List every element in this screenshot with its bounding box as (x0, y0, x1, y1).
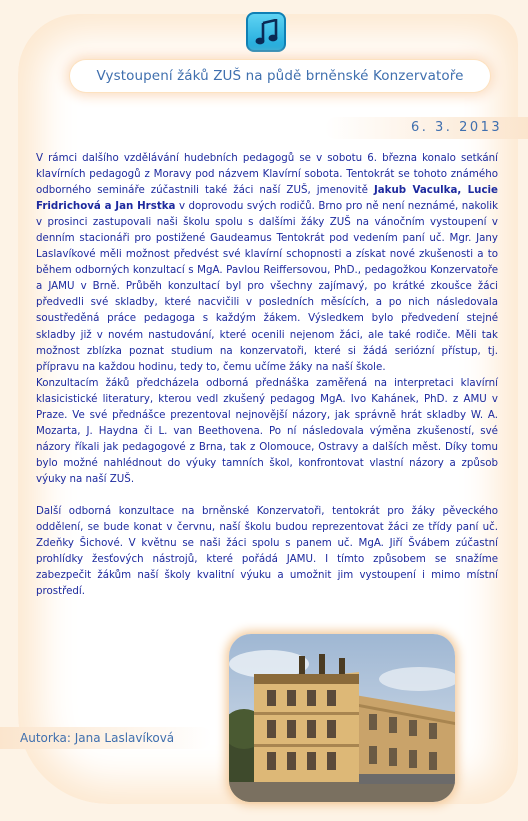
author-credit: Autorka: Jana Laslavíková (0, 727, 212, 749)
paragraph-1 (36, 150, 498, 375)
article-date: 6. 3. 2013 (325, 117, 528, 139)
paragraph-1-rest: v doprovodu svých rodičů. Brno pro ně není neznámé, nakolik v prosinci zastupovali naši školu spolu s dalšími žáky ZUŠ na vánočním vystoupení v denním stacionáři pro postižené Gaudeamus Tentokrát pod vedením paní uč. Mgr. Jany Laslavíkové měli možnost předvést své klavírní schopnosti a získat nové zkušenosti a to během odborných konzultací s MgA. Pavlou Reiffersovou, PhD., pedagožkou Konzervatoře a JAMU v Brně. Průběh konzultací byl pro všechny zajímavý, po krátké zkoušce žáci předvedli své skladby, které nacvičili v posledních měsících, a po nich následovala soustředěná práce pedagoga s každým žákem. Výsledkem bylo předvedení stejné skladby již v novém nastudování, které ocenili nejenom žáci, ale také rodiče. Měli tak možnost zblízka poznat studium na konzervatoři, které si žádá seriózní přístup, tj. přípravu na každou hodinu, tedy to, čemu učíme žáky na naší škole. (36, 200, 498, 373)
paragraph-3: Další odborná konzultace na brněnské Konzervatoři, tentokrát pro žáky pěveckého oddělení, se bude konat v červnu, naší školu budou reprezentovat žáci ze třídy paní uč. Zdeňky Šichové. V květnu se naši žáci spolu s panem uč. MgA. Jiří Švábem zúčastní prohlídky žesťových nástrojů, které pořádá JAMU. I tímto způsobem se snažíme zabezpečit žákům naší školy kvalitní výuku a umožnit jim vystoupení i mimo místní prostředí. (36, 504, 498, 598)
music-note-icon (246, 12, 286, 52)
paragraph-2: Konzultacím žáků předcházela odborná přednáška zaměřená na interpretaci klavírní klasicistické literatury, kterou vedl zkušený pedagog MgA. Ivo Kahánek, PhD. z AMU v Praze. Ve své přednášce prezentoval nejnovější názory, jak správně hrát skladby W. A. Mozarta, J. Haydna či L. van Beethovena. Po ní následovala výměna zkušeností, své názory říkali jak pedagogové z Brna, tak z Olomouce, Ostravy a dalších měst. Díky tomu bylo možné nahlédnout do výuky tamních škol, konfrontovat vlastní názory a způsob výuky na naší ZUŠ. (36, 376, 498, 485)
student-names: Jakub Vaculka, Lucie Fridrichová a Jan Hrstka (36, 184, 498, 213)
article-title: Vystoupení žáků ZUŠ na půdě brněnské Konzervatoře (70, 60, 490, 92)
conservatory-building-photo (229, 634, 455, 802)
paragraph-1-intro: V rámci dalšího vzdělávání hudebních pedagogů se v sobotu 6. března konalo setkání klavírních pedagogů z Moravy pod názvem Klavírní sobota. Tentokrát se tohoto známého odborného semináře zúčastnili také žáci naší ZUŠ, jmenovitě (36, 152, 498, 197)
article-body (36, 150, 498, 599)
